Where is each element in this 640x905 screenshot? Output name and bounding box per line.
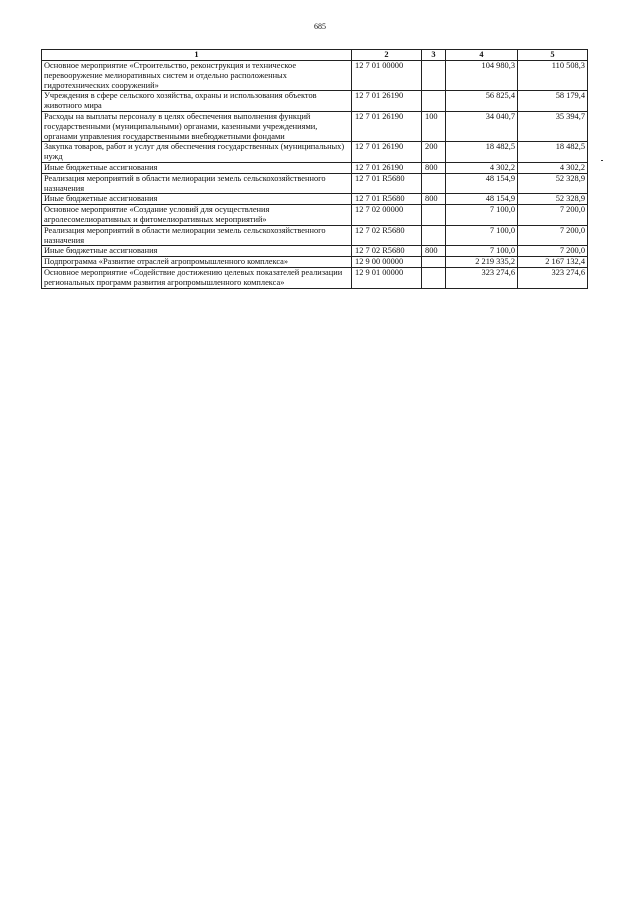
column-header-amount-2: 5	[518, 50, 588, 61]
row-expense-type: 100	[422, 111, 446, 141]
row-expense-type	[422, 91, 446, 112]
row-name: Иные бюджетные ассигнования	[42, 162, 352, 173]
row-amount-1: 2 219 335,2	[446, 257, 518, 268]
row-code: 12 7 02 R5680	[352, 225, 422, 246]
row-amount-1: 34 040,7	[446, 111, 518, 141]
row-amount-2: 110 508,3	[518, 61, 588, 91]
row-code: 12 7 01 26190	[352, 111, 422, 141]
row-name: Расходы на выплаты персоналу в целях обеспечения выполнения функций государственными (муниципальными) органами, казенными учреждениями, органами управления государственными внебюджетными фондами	[42, 111, 352, 141]
row-amount-2: 58 179,4	[518, 91, 588, 112]
row-expense-type: 800	[422, 162, 446, 173]
row-amount-2: 7 200,0	[518, 246, 588, 257]
row-amount-2: 4 302,2	[518, 162, 588, 173]
row-amount-2: 2 167 132,4	[518, 257, 588, 268]
table-row	[42, 111, 588, 141]
row-expense-type: 800	[422, 246, 446, 257]
row-code: 12 9 00 00000	[352, 257, 422, 268]
table-row	[42, 246, 588, 257]
row-amount-1: 7 100,0	[446, 246, 518, 257]
row-amount-2: 323 274,6	[518, 267, 588, 288]
row-code: 12 7 02 R5680	[352, 246, 422, 257]
row-code: 12 7 01 00000	[352, 61, 422, 91]
table-row	[42, 225, 588, 246]
row-code: 12 7 01 26190	[352, 162, 422, 173]
row-amount-1: 48 154,9	[446, 194, 518, 205]
column-header-amount-1: 4	[446, 50, 518, 61]
table-row	[42, 194, 588, 205]
row-code: 12 9 01 00000	[352, 267, 422, 288]
row-amount-1: 48 154,9	[446, 173, 518, 194]
row-name: Иные бюджетные ассигнования	[42, 194, 352, 205]
row-name: Учреждения в сфере сельского хозяйства, охраны и использования объектов животного мира	[42, 91, 352, 112]
table-row	[42, 257, 588, 268]
column-header-type: 3	[422, 50, 446, 61]
table-row	[42, 91, 588, 112]
column-header-code: 2	[352, 50, 422, 61]
row-code: 12 7 02 00000	[352, 205, 422, 226]
row-name: Основное мероприятие «Строительство, реконструкция и техническое перевооружение мелиоративных систем и отдельно расположенных гидротехнических сооружений»	[42, 61, 352, 91]
row-amount-1: 56 825,4	[446, 91, 518, 112]
table-row	[42, 205, 588, 226]
table-row	[42, 267, 588, 288]
row-name: Основное мероприятие «Создание условий для осуществления агролесомелиоративных и фитомелиоративных мероприятий»	[42, 205, 352, 226]
row-name: Закупка товаров, работ и услуг для обеспечения государственных (муниципальных) нужд	[42, 142, 352, 163]
row-code: 12 7 01 26190	[352, 91, 422, 112]
scan-speck	[601, 160, 603, 161]
row-expense-type: 200	[422, 142, 446, 163]
row-expense-type	[422, 225, 446, 246]
row-expense-type	[422, 61, 446, 91]
row-amount-2: 52 328,9	[518, 173, 588, 194]
row-expense-type	[422, 257, 446, 268]
row-expense-type	[422, 205, 446, 226]
row-amount-1: 7 100,0	[446, 205, 518, 226]
table-row	[42, 173, 588, 194]
page-number: 685	[314, 22, 326, 31]
row-amount-1: 4 302,2	[446, 162, 518, 173]
row-name: Реализация мероприятий в области мелиорации земель сельскохозяйственного назначения	[42, 173, 352, 194]
table-header-row	[42, 50, 588, 61]
row-amount-2: 7 200,0	[518, 225, 588, 246]
row-name: Основное мероприятие «Содействие достижению целевых показателей реализации региональных программ развития агропромышленного комплекса»	[42, 267, 352, 288]
row-name: Подпрограмма «Развитие отраслей агропромышленного комплекса»	[42, 257, 352, 268]
row-code: 12 7 01 R5680	[352, 194, 422, 205]
row-expense-type	[422, 267, 446, 288]
table-row	[42, 61, 588, 91]
row-amount-2: 18 482,5	[518, 142, 588, 163]
row-amount-2: 35 394,7	[518, 111, 588, 141]
row-name: Иные бюджетные ассигнования	[42, 246, 352, 257]
budget-table	[41, 49, 588, 289]
row-name: Реализация мероприятий в области мелиорации земель сельскохозяйственного назначения	[42, 225, 352, 246]
row-code: 12 7 01 R5680	[352, 173, 422, 194]
row-amount-1: 7 100,0	[446, 225, 518, 246]
row-amount-1: 323 274,6	[446, 267, 518, 288]
table-row	[42, 142, 588, 163]
column-header-name: 1	[42, 50, 352, 61]
row-code: 12 7 01 26190	[352, 142, 422, 163]
table-row	[42, 162, 588, 173]
row-expense-type: 800	[422, 194, 446, 205]
row-amount-1: 18 482,5	[446, 142, 518, 163]
row-amount-1: 104 980,3	[446, 61, 518, 91]
row-amount-2: 7 200,0	[518, 205, 588, 226]
row-amount-2: 52 328,9	[518, 194, 588, 205]
row-expense-type	[422, 173, 446, 194]
